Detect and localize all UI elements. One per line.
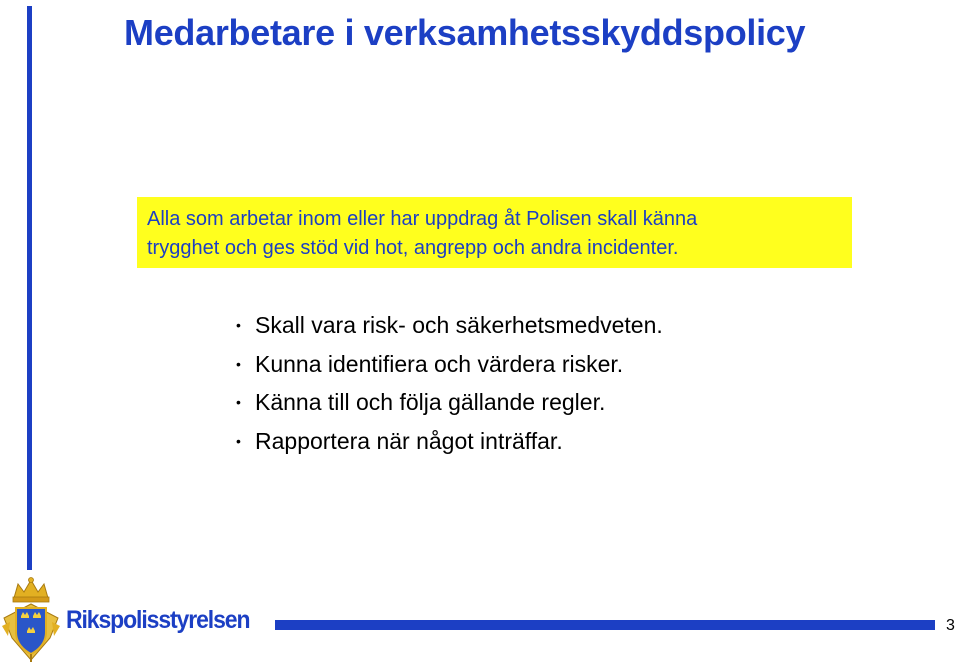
bullet-dot: • [236,317,241,333]
bullet-text: Skall vara risk- och säkerhetsmedveten. [255,312,663,338]
slide-title: Medarbetare i verksamhetsskyddspolicy [124,12,806,53]
highlight-line-1: Alla som arbetar inom eller har uppdrag åt Polisen skall känna [147,208,698,230]
bullet-list [236,306,663,460]
footer-bar [275,620,935,630]
bullet-text: Kunna identifiera och värdera risker. [255,350,624,377]
crown-icon [13,578,49,603]
bullet-text: Känna till och följa gällande regler. [255,389,606,415]
bullet-dot: • [236,355,241,372]
police-crown-shield-emblem-icon [0,576,62,663]
highlight-box [137,197,852,268]
left-accent-rule [27,6,32,570]
bullet-text: Rapportera när något inträffar. [255,427,563,454]
bullet-dot: • [236,432,241,449]
bullet-item [236,422,663,461]
bullet-item [236,383,663,422]
shield-icon [16,608,46,654]
bullet-item [236,306,663,345]
bullet-item [236,345,663,384]
bullet-dot: • [236,394,241,410]
highlight-line-2: trygghet och ges stöd vid hot, angrepp och andra incidenter. [147,237,679,259]
page-number: 3 [946,617,955,634]
brand-wordmark: Rikspolisstyrelsen [66,606,250,634]
